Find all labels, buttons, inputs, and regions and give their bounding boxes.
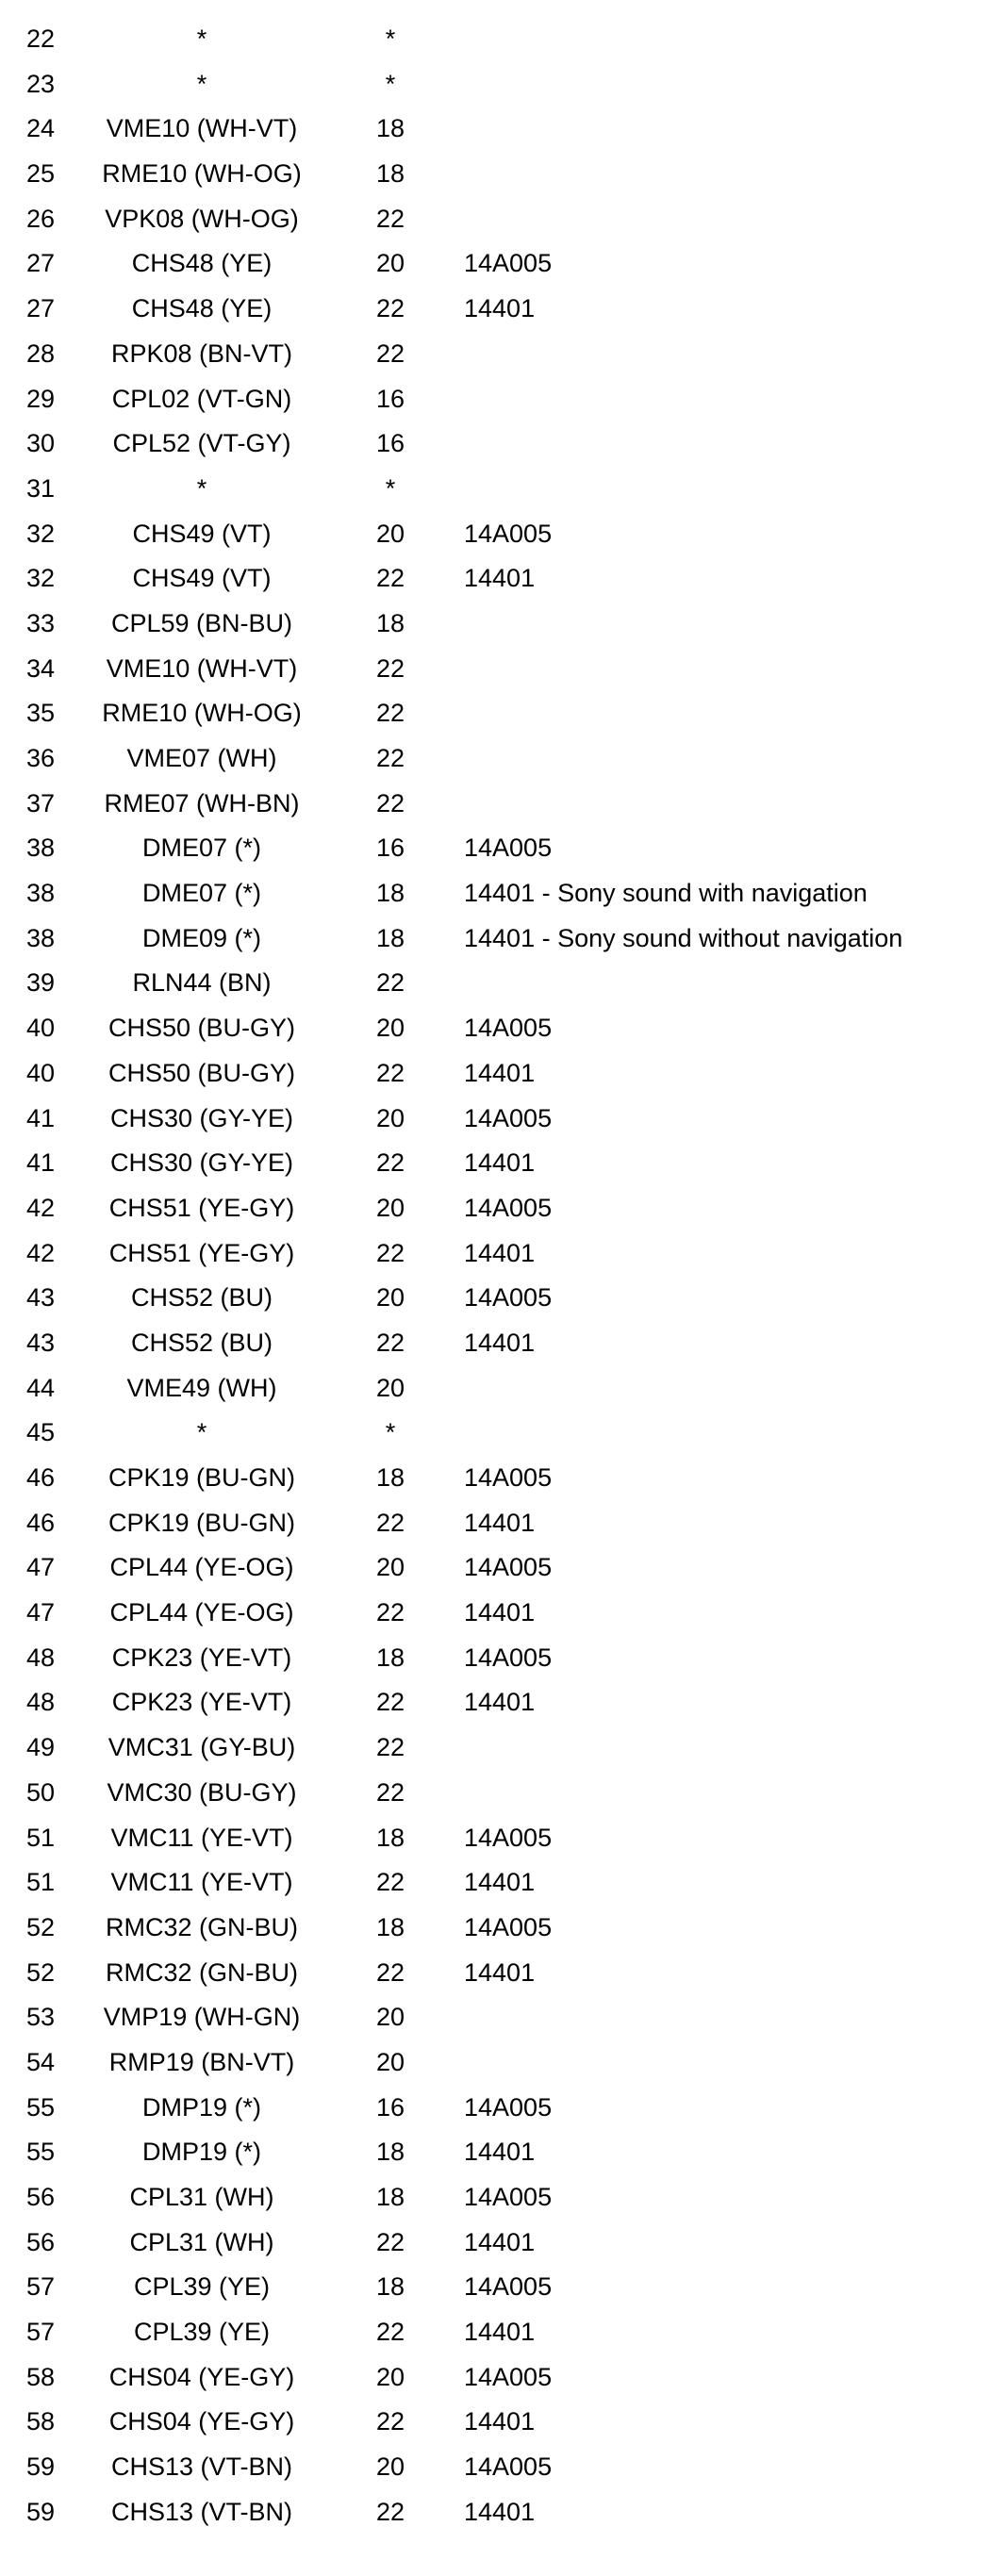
pin-number: 38 xyxy=(26,923,56,952)
circuit-id: VME07 (WH) xyxy=(126,744,277,772)
wire-gauge: 20 xyxy=(375,519,405,548)
circuit-id: CHS48 (YE) xyxy=(131,294,273,323)
wire-gauge: 22 xyxy=(375,788,405,817)
pin-number: 41 xyxy=(26,1103,56,1132)
wire-note: 14401 - Sony sound with navigation xyxy=(464,879,868,908)
circuit-id: RMC32 (GN-BU) xyxy=(105,1957,298,1987)
circuit-id: CHS13 (VT-BN) xyxy=(110,2452,293,2482)
wire-gauge: 18 xyxy=(375,114,405,143)
wire-note: 14401 xyxy=(464,1238,536,1267)
circuit-id: CPL52 (VT-GY) xyxy=(112,429,291,458)
pin-number: 35 xyxy=(26,699,56,728)
table-row xyxy=(0,1051,992,1097)
table-row xyxy=(0,1186,992,1231)
table-row xyxy=(0,2355,992,2401)
circuit-id: CPK19 (BU-GN) xyxy=(107,1508,296,1537)
wire-note: 14401 xyxy=(464,1058,536,1087)
circuit-id: CPL59 (BN-BU) xyxy=(110,608,293,637)
wire-gauge: 18 xyxy=(375,1823,405,1852)
circuit-id: RMP19 (BN-VT) xyxy=(108,2047,295,2076)
table-row xyxy=(0,332,992,377)
wire-gauge: 18 xyxy=(375,2138,405,2167)
table-row xyxy=(0,1680,992,1726)
circuit-id: CHS50 (BU-GY) xyxy=(107,1058,296,1087)
pin-number: 59 xyxy=(26,2452,56,2482)
wire-note: 14A005 xyxy=(464,1823,553,1852)
wire-note: 14A005 xyxy=(464,2452,553,2482)
wire-note: 14401 - Sony sound without navigation xyxy=(464,923,903,952)
pin-number: 32 xyxy=(26,519,56,548)
table-row xyxy=(0,17,992,62)
wire-note: 14401 xyxy=(464,564,536,593)
wire-gauge: 18 xyxy=(375,879,405,908)
wire-gauge: 18 xyxy=(375,2183,405,2211)
connector-pinout-table xyxy=(0,17,992,2535)
wire-gauge: 16 xyxy=(375,2092,405,2122)
wire-note: 14A005 xyxy=(464,1643,553,1672)
pin-number: 36 xyxy=(26,744,56,772)
circuit-id: CHS49 (VT) xyxy=(132,519,272,548)
wire-gauge: 22 xyxy=(375,1957,405,1987)
table-row xyxy=(0,1006,992,1051)
pin-number: 56 xyxy=(26,2183,56,2211)
wire-gauge: 20 xyxy=(375,2047,405,2076)
circuit-id: DME09 (*) xyxy=(141,923,262,952)
wire-note: 14401 xyxy=(464,1598,536,1627)
wire-note: 14A005 xyxy=(464,1463,553,1492)
wire-gauge: 22 xyxy=(375,2497,405,2526)
wire-note: 14A005 xyxy=(464,1103,553,1132)
wire-note: 14A005 xyxy=(464,1193,553,1222)
pin-number: 55 xyxy=(26,2138,56,2167)
table-row xyxy=(0,1860,992,1906)
pin-number: 31 xyxy=(26,473,56,503)
circuit-id: VMC11 (YE-VT) xyxy=(110,1868,293,1897)
table-row xyxy=(0,2400,992,2445)
pin-number: 48 xyxy=(26,1688,56,1717)
wire-gauge: 22 xyxy=(375,1598,405,1627)
table-row xyxy=(0,241,992,287)
pin-number: 50 xyxy=(26,1777,56,1807)
pin-number: 33 xyxy=(26,608,56,637)
table-row xyxy=(0,1906,992,1951)
pin-number: 44 xyxy=(26,1373,56,1402)
pin-number: 42 xyxy=(26,1238,56,1267)
table-row xyxy=(0,2490,992,2535)
circuit-id: CHS50 (BU-GY) xyxy=(107,1014,296,1043)
circuit-id: CPL39 (YE) xyxy=(133,2272,271,2302)
wire-note: 14401 xyxy=(464,1148,536,1178)
table-row xyxy=(0,197,992,242)
wire-gauge: 22 xyxy=(375,744,405,772)
table-row xyxy=(0,2310,992,2355)
wire-gauge: 20 xyxy=(375,1193,405,1222)
table-row xyxy=(0,1636,992,1681)
table-row xyxy=(0,1321,992,1366)
circuit-id: DME07 (*) xyxy=(141,879,262,908)
wire-gauge: * xyxy=(385,69,396,98)
circuit-id: CHS51 (YE-GY) xyxy=(108,1238,295,1267)
pin-number: 45 xyxy=(26,1418,56,1447)
table-row xyxy=(0,107,992,152)
circuit-id: RME10 (WH-OG) xyxy=(102,159,302,189)
wire-gauge: 22 xyxy=(375,1328,405,1357)
table-row xyxy=(0,556,992,602)
wire-gauge: 16 xyxy=(375,429,405,458)
pin-number: 34 xyxy=(26,653,56,683)
table-row xyxy=(0,736,992,782)
wire-gauge: 22 xyxy=(375,699,405,728)
circuit-id: RPK08 (BN-VT) xyxy=(110,339,293,368)
table-row xyxy=(0,647,992,692)
wire-gauge: * xyxy=(385,25,396,53)
wire-note: 14A005 xyxy=(464,2362,553,2391)
table-row xyxy=(0,1816,992,1861)
table-row xyxy=(0,782,992,827)
table-row xyxy=(0,1995,992,2040)
circuit-id: CPK23 (YE-VT) xyxy=(111,1643,292,1672)
circuit-id: CHS13 (VT-BN) xyxy=(110,2497,293,2526)
wire-note: 14A005 xyxy=(464,1553,553,1582)
wire-gauge: 22 xyxy=(375,1777,405,1807)
circuit-id: CPK19 (BU-GN) xyxy=(107,1463,296,1492)
circuit-id: CHS30 (GY-YE) xyxy=(109,1103,294,1132)
table-row xyxy=(0,1771,992,1816)
wire-note: 14401 xyxy=(464,294,536,323)
wire-gauge: 20 xyxy=(375,1553,405,1582)
table-row xyxy=(0,1097,992,1142)
pin-number: 57 xyxy=(26,2318,56,2347)
table-row xyxy=(0,826,992,871)
pin-number: 48 xyxy=(26,1643,56,1672)
pin-number: 43 xyxy=(26,1328,56,1357)
circuit-id: CHS52 (BU) xyxy=(130,1283,273,1313)
table-row xyxy=(0,1141,992,1186)
wire-note: 14401 xyxy=(464,2138,536,2167)
wire-gauge: 22 xyxy=(375,1238,405,1267)
wire-gauge: 20 xyxy=(375,1103,405,1132)
wire-gauge: 22 xyxy=(375,1508,405,1537)
wire-note: 14A005 xyxy=(464,2272,553,2302)
circuit-id: * xyxy=(196,25,207,53)
pin-number: 25 xyxy=(26,159,56,189)
pin-number: 28 xyxy=(26,339,56,368)
table-row xyxy=(0,512,992,557)
pin-number: 41 xyxy=(26,1148,56,1178)
table-row xyxy=(0,62,992,107)
circuit-id: DMP19 (*) xyxy=(141,2092,262,2122)
wire-gauge: 22 xyxy=(375,1733,405,1762)
wire-note: 14A005 xyxy=(464,1912,553,1941)
wire-note: 14401 xyxy=(464,1957,536,1987)
table-row xyxy=(0,916,992,962)
wire-note: 14401 xyxy=(464,2407,536,2436)
wire-gauge: 22 xyxy=(375,1688,405,1717)
wire-gauge: 18 xyxy=(375,2272,405,2302)
wire-note: 14A005 xyxy=(464,2092,553,2122)
wire-note: 14401 xyxy=(464,2497,536,2526)
circuit-id: CPL39 (YE) xyxy=(133,2318,271,2347)
table-row xyxy=(0,2040,992,2086)
wire-gauge: 22 xyxy=(375,1058,405,1087)
circuit-id: CHS30 (GY-YE) xyxy=(109,1148,294,1178)
table-row xyxy=(0,691,992,736)
wire-gauge: 22 xyxy=(375,968,405,998)
pin-number: 46 xyxy=(26,1508,56,1537)
table-row xyxy=(0,2265,992,2310)
pin-number: 43 xyxy=(26,1283,56,1313)
circuit-id: RMC32 (GN-BU) xyxy=(105,1912,298,1941)
table-row xyxy=(0,1545,992,1591)
table-row xyxy=(0,1231,992,1277)
wire-gauge: 16 xyxy=(375,834,405,863)
pin-number: 57 xyxy=(26,2272,56,2302)
pin-number: 58 xyxy=(26,2362,56,2391)
pin-number: 53 xyxy=(26,2003,56,2032)
circuit-id: CHS51 (YE-GY) xyxy=(108,1193,295,1222)
wire-gauge: 22 xyxy=(375,339,405,368)
pin-number: 51 xyxy=(26,1823,56,1852)
circuit-id: CPL31 (WH) xyxy=(129,2183,274,2211)
table-row xyxy=(0,1276,992,1321)
table-row xyxy=(0,2086,992,2131)
wire-gauge: 18 xyxy=(375,1643,405,1672)
circuit-id: VMC30 (BU-GY) xyxy=(107,1777,297,1807)
wire-gauge: * xyxy=(385,473,396,503)
wire-gauge: 18 xyxy=(375,159,405,189)
wire-note: 14A005 xyxy=(464,249,553,278)
circuit-id: VME10 (WH-VT) xyxy=(106,653,298,683)
table-row xyxy=(0,1726,992,1771)
table-row xyxy=(0,467,992,512)
wire-gauge: 22 xyxy=(375,653,405,683)
circuit-id: VMP19 (WH-GN) xyxy=(103,2003,301,2032)
wire-gauge: 20 xyxy=(375,1283,405,1313)
wire-gauge: 20 xyxy=(375,1373,405,1402)
circuit-id: * xyxy=(196,1418,207,1447)
pin-number: 37 xyxy=(26,788,56,817)
wire-gauge: 20 xyxy=(375,2003,405,2032)
table-row xyxy=(0,1456,992,1501)
table-row xyxy=(0,2221,992,2266)
wire-gauge: 18 xyxy=(375,923,405,952)
pin-number: 51 xyxy=(26,1868,56,1897)
wire-gauge: 20 xyxy=(375,2452,405,2482)
table-row xyxy=(0,1951,992,1996)
wire-gauge: 22 xyxy=(375,2227,405,2256)
wire-gauge: 18 xyxy=(375,1463,405,1492)
wire-gauge: 22 xyxy=(375,564,405,593)
pin-number: 30 xyxy=(26,429,56,458)
wire-gauge: 22 xyxy=(375,294,405,323)
pin-number: 26 xyxy=(26,204,56,233)
table-row xyxy=(0,287,992,332)
wire-note: 14401 xyxy=(464,2318,536,2347)
pin-number: 55 xyxy=(26,2092,56,2122)
pin-number: 40 xyxy=(26,1014,56,1043)
table-row xyxy=(0,871,992,916)
wire-gauge: 18 xyxy=(375,608,405,637)
wire-gauge: 16 xyxy=(375,384,405,413)
circuit-id: CPK23 (YE-VT) xyxy=(111,1688,292,1717)
wire-gauge: 22 xyxy=(375,204,405,233)
table-row xyxy=(0,602,992,647)
wire-note: 14401 xyxy=(464,2227,536,2256)
circuit-id: CHS52 (BU) xyxy=(130,1328,273,1357)
circuit-id: VME49 (WH) xyxy=(126,1373,277,1402)
circuit-id: CHS48 (YE) xyxy=(131,249,273,278)
table-row xyxy=(0,152,992,197)
wire-gauge: 22 xyxy=(375,2407,405,2436)
pin-number: 38 xyxy=(26,834,56,863)
wire-note: 14A005 xyxy=(464,834,553,863)
pin-number: 38 xyxy=(26,879,56,908)
wire-note: 14A005 xyxy=(464,1283,553,1313)
wire-note: 14A005 xyxy=(464,519,553,548)
pin-number: 23 xyxy=(26,69,56,98)
circuit-id: * xyxy=(196,69,207,98)
pin-number: 54 xyxy=(26,2047,56,2076)
circuit-id: VME10 (WH-VT) xyxy=(106,114,298,143)
pin-number: 29 xyxy=(26,384,56,413)
pin-number: 46 xyxy=(26,1463,56,1492)
pin-number: 47 xyxy=(26,1598,56,1627)
pin-number: 42 xyxy=(26,1193,56,1222)
circuit-id: CPL31 (WH) xyxy=(129,2227,274,2256)
circuit-id: CPL02 (VT-GN) xyxy=(111,384,292,413)
circuit-id: RME07 (WH-BN) xyxy=(104,788,300,817)
wire-gauge: 20 xyxy=(375,1014,405,1043)
wire-note: 14A005 xyxy=(464,1014,553,1043)
pin-number: 27 xyxy=(26,249,56,278)
circuit-id: CPL44 (YE-OG) xyxy=(109,1553,294,1582)
wire-gauge: 22 xyxy=(375,1868,405,1897)
circuit-id: VPK08 (WH-OG) xyxy=(105,204,299,233)
circuit-id: CHS49 (VT) xyxy=(132,564,272,593)
wire-note: 14401 xyxy=(464,1868,536,1897)
pin-number: 22 xyxy=(26,25,56,53)
table-row xyxy=(0,377,992,422)
pin-number: 47 xyxy=(26,1553,56,1582)
table-row xyxy=(0,1501,992,1546)
table-row xyxy=(0,2445,992,2490)
pin-number: 49 xyxy=(26,1733,56,1762)
table-row xyxy=(0,1411,992,1456)
wire-note: 14401 xyxy=(464,1508,536,1537)
wire-gauge: 20 xyxy=(375,2362,405,2391)
wire-note: 14A005 xyxy=(464,2183,553,2211)
table-row xyxy=(0,1591,992,1636)
wire-gauge: 20 xyxy=(375,249,405,278)
wire-note: 14401 xyxy=(464,1688,536,1717)
circuit-id: RLN44 (BN) xyxy=(132,968,272,998)
wire-note: 14401 xyxy=(464,1328,536,1357)
table-row xyxy=(0,961,992,1006)
circuit-id: VMC31 (GY-BU) xyxy=(107,1733,296,1762)
pin-number: 52 xyxy=(26,1912,56,1941)
wire-gauge: 22 xyxy=(375,1148,405,1178)
pin-number: 32 xyxy=(26,564,56,593)
pin-number: 40 xyxy=(26,1058,56,1087)
pin-number: 58 xyxy=(26,2407,56,2436)
pin-number: 27 xyxy=(26,294,56,323)
circuit-id: CHS04 (YE-GY) xyxy=(108,2407,295,2436)
circuit-id: VMC11 (YE-VT) xyxy=(110,1823,293,1852)
wire-gauge: 18 xyxy=(375,1912,405,1941)
table-row xyxy=(0,2175,992,2221)
wire-gauge: 22 xyxy=(375,2318,405,2347)
circuit-id: * xyxy=(196,473,207,503)
circuit-id: CHS04 (YE-GY) xyxy=(108,2362,295,2391)
circuit-id: DME07 (*) xyxy=(141,834,262,863)
pin-number: 56 xyxy=(26,2227,56,2256)
wire-gauge: * xyxy=(385,1418,396,1447)
pin-number: 52 xyxy=(26,1957,56,1987)
table-row xyxy=(0,421,992,467)
table-row xyxy=(0,2130,992,2175)
pin-number: 39 xyxy=(26,968,56,998)
pin-number: 59 xyxy=(26,2497,56,2526)
circuit-id: RME10 (WH-OG) xyxy=(102,699,302,728)
circuit-id: CPL44 (YE-OG) xyxy=(109,1598,294,1627)
circuit-id: DMP19 (*) xyxy=(141,2138,262,2167)
table-row xyxy=(0,1366,992,1412)
pin-number: 24 xyxy=(26,114,56,143)
